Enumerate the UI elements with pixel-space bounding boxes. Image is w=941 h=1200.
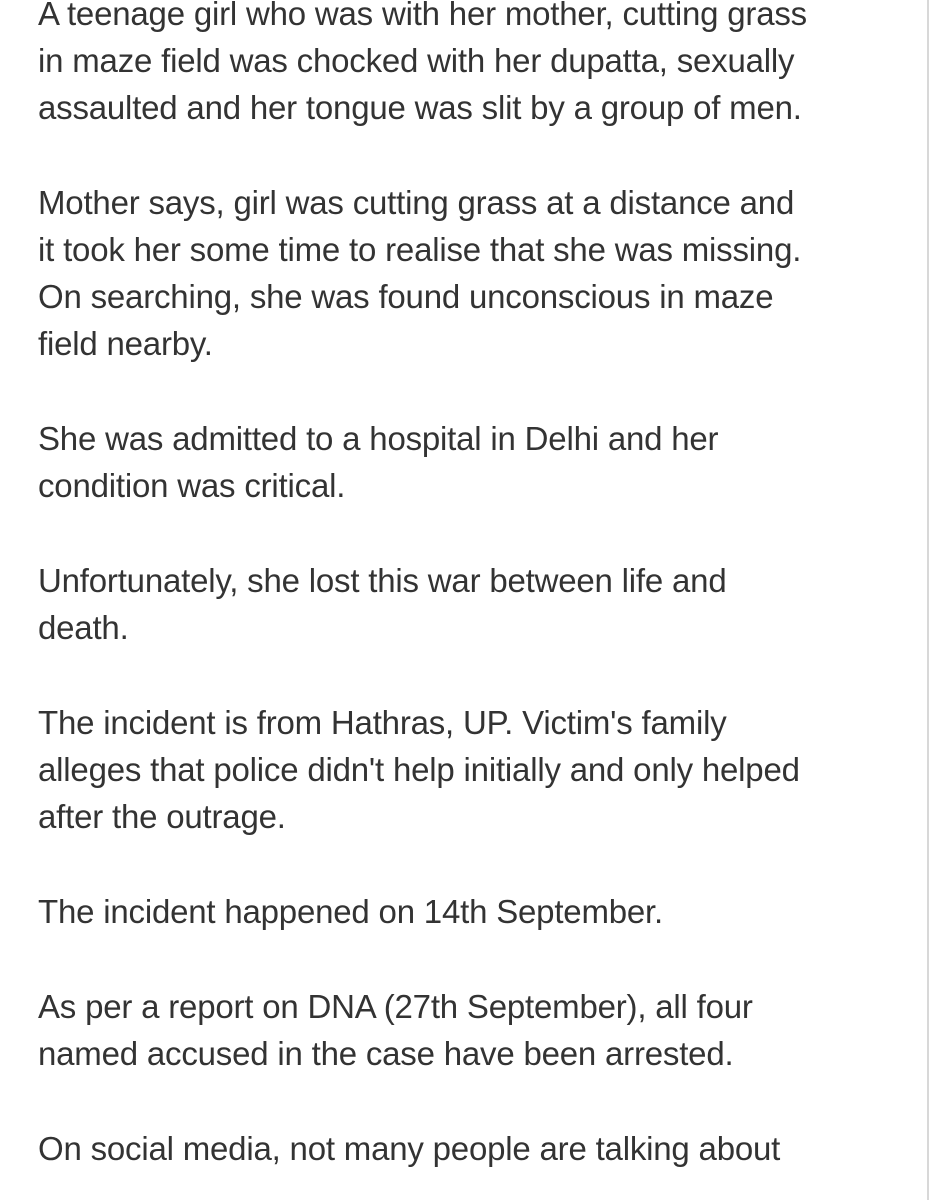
post-body bbox=[38, 0, 908, 1200]
paragraph-2: Mother says, girl was cutting grass at a distance and it took her some time to realise that she was missing. On searching, she was found unconscious in maze field nearby. bbox=[38, 184, 802, 362]
paragraph-7: As per a report on DNA (27th September), all four named accused in the case have been arrested. bbox=[38, 988, 753, 1072]
paragraph-3: She was admitted to a hospital in Delhi and her condition was critical. bbox=[38, 420, 719, 504]
paragraph-8: On social media, not many people are talking about bbox=[38, 1130, 781, 1167]
right-edge-divider bbox=[927, 0, 929, 1200]
paragraph-4: Unfortunately, she lost this war between life and death. bbox=[38, 562, 727, 646]
paragraph-6: The incident happened on 14th September. bbox=[38, 893, 663, 930]
paragraph-5: The incident is from Hathras, UP. Victim's family alleges that police didn't help initially and only helped after the outrage. bbox=[38, 704, 800, 835]
paragraph-1: A teenage girl who was with her mother, cutting grass in maze field was chocked with her dupatta, sexually assaulted and her tongue was slit by a group of men. bbox=[38, 0, 807, 126]
